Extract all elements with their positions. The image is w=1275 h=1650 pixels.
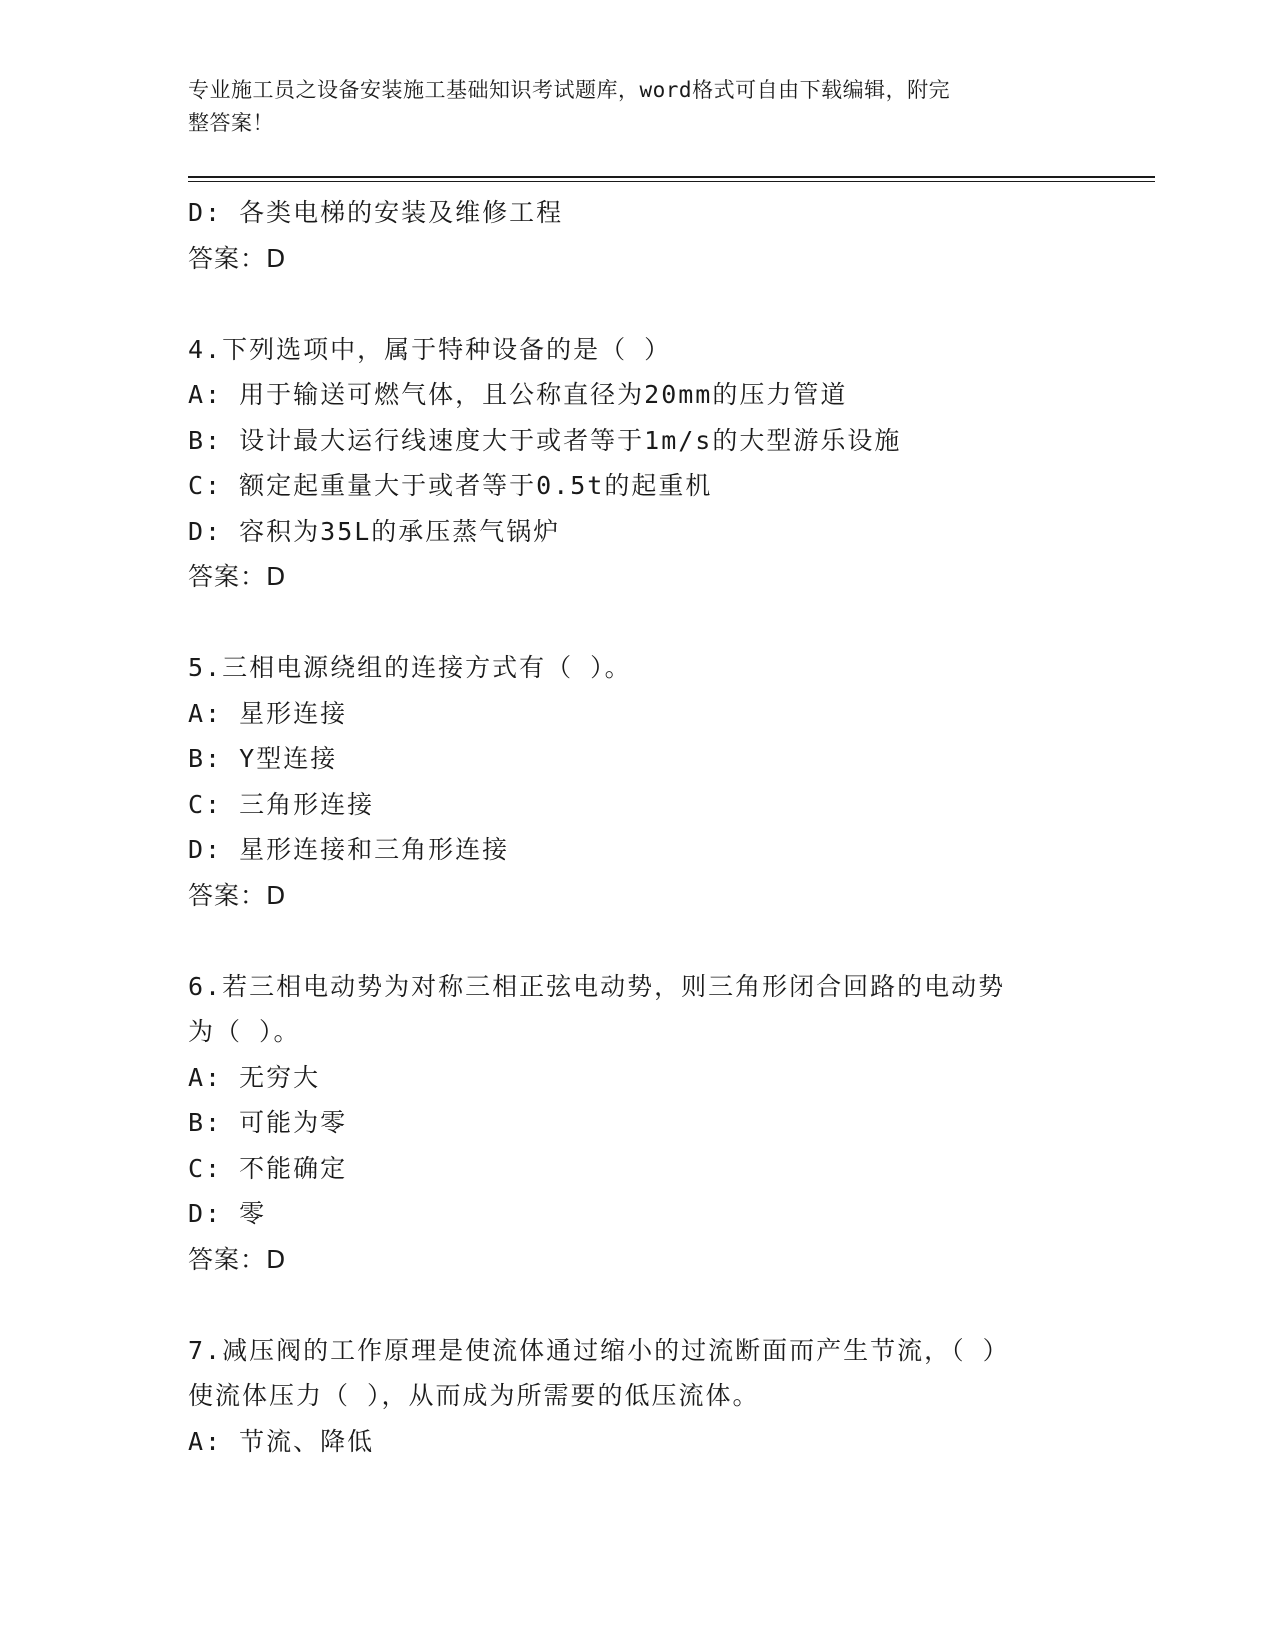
option-b: B: 可能为零 (188, 1108, 348, 1137)
header-rule-thin (188, 181, 1155, 182)
question-stem-line-1: 6.若三相电动势为对称三相正弦电动势，则三角形闭合回路的电动势 (188, 971, 1006, 1001)
carryover-option-d: D: 各类电梯的安装及维修工程 (188, 198, 564, 227)
option-c: C: 不能确定 (188, 1153, 348, 1183)
option-c: C: 三角形连接 (188, 789, 375, 819)
option-a: A: 星形连接 (188, 698, 348, 728)
option-a: A: 无穷大 (188, 1062, 321, 1092)
question-stem: 5.三相电源绕组的连接方式有（ ）。 (188, 653, 632, 682)
carryover-answer: 答案：D (188, 243, 287, 273)
document-body (188, 190, 1088, 1464)
spacer (188, 918, 1088, 964)
option-d: D: 零 (188, 1199, 267, 1228)
header-line-2: 整答案！ (188, 111, 274, 135)
question-stem-line-1: 7.减压阀的工作原理是使流体通过缩小的过流断面而产生节流，（ ） (188, 1335, 1010, 1365)
question-stem: 4.下列选项中，属于特种设备的是（ ） (188, 334, 672, 364)
spacer (188, 1282, 1088, 1328)
question-6 (188, 964, 1088, 1283)
header-line-1: 专业施工员之设备安装施工基础知识考试题库，word格式可自由下载编辑，附完 (188, 78, 951, 102)
answer: 答案：D (188, 880, 287, 910)
header-rule-thick (188, 176, 1155, 178)
option-d: D: 容积为35L的承压蒸气锅炉 (188, 516, 561, 546)
question-7 (188, 1328, 1088, 1465)
question-5 (188, 645, 1088, 918)
document-header (188, 74, 1068, 140)
question-stem-line-2: 使流体压力（ ），从而成为所需要的低压流体。 (188, 1381, 760, 1410)
spacer (188, 600, 1088, 646)
option-b: B: Y型连接 (188, 744, 338, 773)
answer: 答案：D (188, 1244, 287, 1274)
option-a: A: 节流、降低 (188, 1426, 375, 1456)
question-4 (188, 327, 1088, 600)
spacer (188, 281, 1088, 327)
option-d: D: 星形连接和三角形连接 (188, 835, 510, 864)
question-stem-line-2: 为（ ）。 (188, 1017, 301, 1046)
answer: 答案：D (188, 562, 287, 591)
option-a: A: 用于输送可燃气体，且公称直径为20mm的压力管道 (188, 380, 848, 409)
option-b: B: 设计最大运行线速度大于或者等于1m/s的大型游乐设施 (188, 425, 902, 455)
option-c: C: 额定起重量大于或者等于0.5t的起重机 (188, 471, 713, 500)
